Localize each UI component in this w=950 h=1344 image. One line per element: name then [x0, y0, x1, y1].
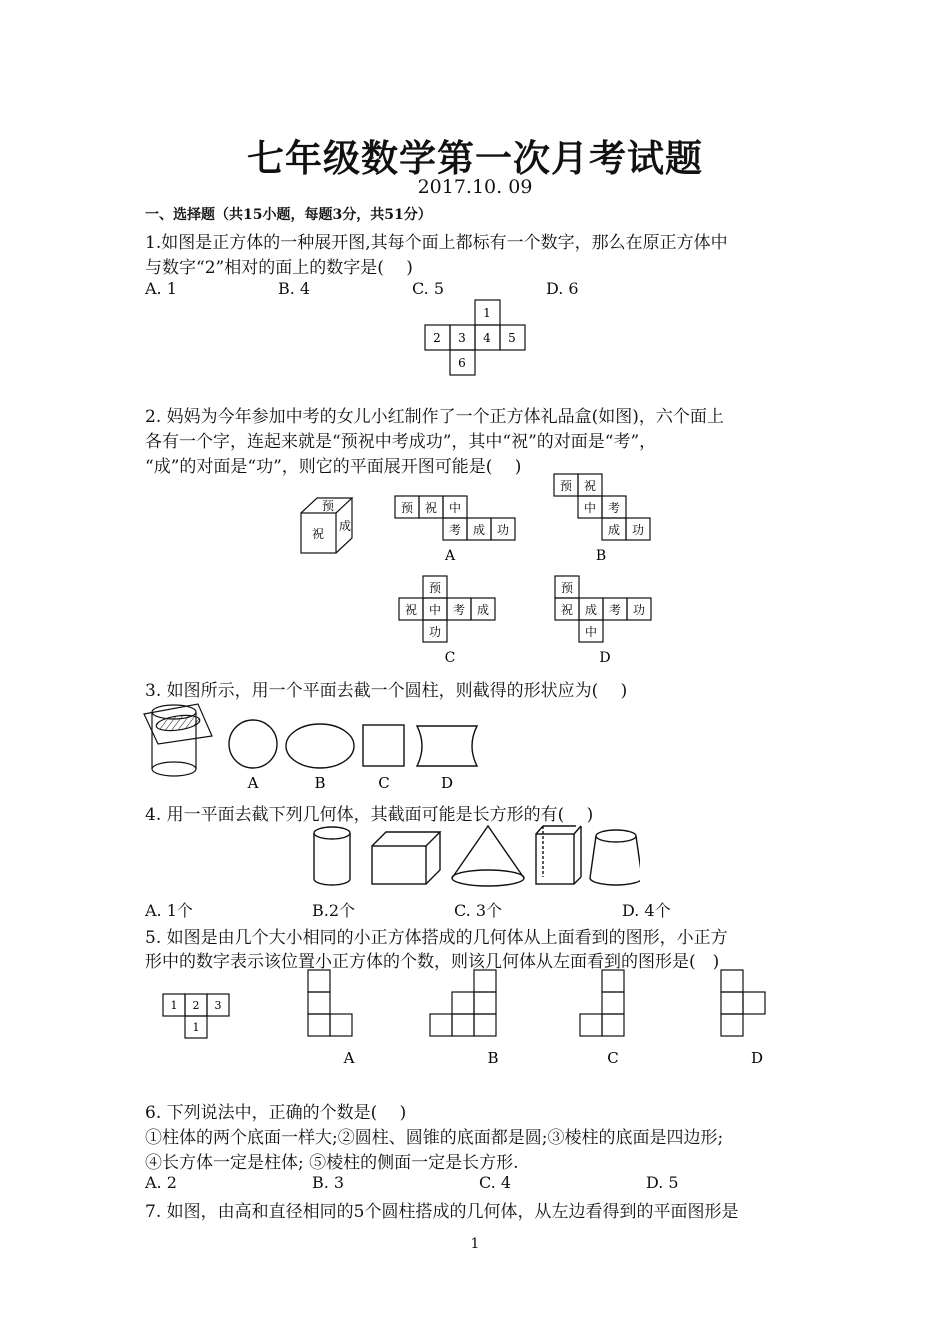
svg-text:祝: 祝 — [560, 603, 574, 617]
option-label: C — [378, 774, 390, 792]
svg-text:成: 成 — [476, 603, 490, 617]
svg-text:祝: 祝 — [583, 479, 597, 493]
svg-text:预: 预 — [560, 581, 574, 595]
svg-text:预: 预 — [428, 581, 442, 595]
svg-text:中: 中 — [583, 501, 597, 515]
q7-text-line1: 7. 如图，由高和直径相同的5个圆柱搭成的几何体，从左边看得到的平面图形是 — [145, 1202, 739, 1222]
q1-option-d: D. 6 — [546, 279, 579, 298]
option-d-view — [721, 970, 765, 1036]
net-cell: 5 — [508, 331, 516, 345]
svg-text:中: 中 — [448, 501, 462, 515]
q6-text-line3: ④长方体一定是柱体; ⑤棱柱的侧面一定是长方形. — [145, 1153, 519, 1173]
svg-text:3: 3 — [214, 999, 222, 1012]
net-cell: 1 — [483, 306, 491, 320]
cube-face: 成 — [338, 519, 352, 533]
svg-text:功: 功 — [496, 523, 510, 537]
cone — [452, 826, 524, 886]
q6-text-line2: ①柱体的两个底面一样大;②圆柱、圆锥的底面都是圆;③棱柱的底面是四边形; — [145, 1128, 724, 1148]
svg-text:考: 考 — [607, 501, 621, 515]
prism — [536, 826, 581, 884]
cube-face: 预 — [321, 499, 335, 513]
option-label: A — [343, 1049, 355, 1067]
exam-date: 2017.10. 09 — [417, 176, 533, 198]
q4-option-d: D. 4个 — [622, 901, 671, 920]
net-cell: 2 — [433, 331, 441, 345]
svg-text:成: 成 — [607, 523, 621, 537]
svg-text:预: 预 — [559, 479, 573, 493]
option-c-view — [580, 970, 624, 1036]
q6-option-c: C. 4 — [479, 1173, 512, 1192]
q2-text-line2: 各有一个字，连起来就是“预祝中考成功”，其中“祝”的对面是“考”， — [145, 432, 657, 452]
svg-text:考: 考 — [452, 603, 466, 617]
q4-option-a: A. 1个 — [145, 901, 193, 920]
q6-option-a: A. 2 — [145, 1173, 177, 1192]
option-label: D — [440, 774, 454, 792]
q5-figures — [155, 968, 775, 1072]
q3-text-line1: 3. 如图所示，用一个平面去截一个圆柱，则截得的形状应为( ) — [145, 681, 628, 701]
option-a-view — [308, 970, 352, 1036]
option-b-view — [430, 970, 496, 1036]
svg-text:2: 2 — [192, 999, 200, 1012]
q3-figures — [140, 696, 490, 796]
q6-text-line1: 6. 下列说法中，正确的个数是( ) — [145, 1103, 407, 1123]
net-d-label: D — [599, 650, 611, 666]
svg-text:中: 中 — [584, 625, 598, 639]
option-label: C — [607, 1049, 619, 1067]
q1-option-c: C. 5 — [412, 279, 445, 298]
svg-text:祝: 祝 — [424, 501, 438, 515]
q5-text-line1: 5. 如图是由几个大小相同的小正方体搭成的几何体从上面看到的图形，小正方 — [145, 928, 728, 948]
cylinder — [314, 827, 350, 885]
q4-option-c: C. 3个 — [454, 901, 503, 920]
page-title: 七年级数学第一次月考试题 — [247, 136, 703, 180]
q1-option-a: A. 1 — [145, 279, 177, 298]
q2-text-line3: “成”的对面是“功”，则它的平面展开图可能是( ) — [145, 457, 522, 477]
q5-text-line2: 形中的数字表示该位置小正方体的个数，则该几何体从左面看到的图形是( ) — [145, 952, 720, 972]
q2-figures — [295, 470, 675, 670]
q1-option-b: B. 4 — [278, 279, 311, 298]
net-cell: 4 — [483, 331, 491, 345]
option-label: D — [750, 1049, 764, 1067]
q1-cube-net-figure — [420, 298, 530, 380]
option-label: A — [247, 774, 259, 792]
q6-option-b: B. 3 — [312, 1173, 345, 1192]
svg-text:中: 中 — [428, 603, 442, 617]
q4-solids — [300, 822, 640, 890]
q4-text-line1: 4. 用一平面去截下列几何体，其截面可能是长方形的有( ) — [145, 805, 594, 825]
q4-option-b: B.2个 — [312, 901, 356, 920]
svg-text:考: 考 — [448, 523, 462, 537]
cuboid — [372, 832, 440, 884]
option-label: B — [314, 774, 326, 792]
svg-text:祝: 祝 — [404, 603, 418, 617]
frustum — [590, 830, 640, 885]
cube-face: 祝 — [311, 527, 325, 541]
net-cell: 6 — [458, 356, 466, 370]
svg-text:功: 功 — [631, 523, 645, 537]
section-heading: 一、选择题（共15小题，每题3分，共51分） — [145, 207, 432, 223]
page-number: 1 — [470, 1236, 480, 1252]
option-label: B — [487, 1049, 499, 1067]
net-a-label: A — [444, 548, 456, 564]
net-cell: 3 — [458, 331, 466, 345]
q2-text-line1: 2. 妈妈为今年参加中考的女儿小红制作了一个正方体礼品盒(如图)，六个面上 — [145, 407, 724, 427]
svg-text:1: 1 — [170, 999, 178, 1012]
svg-text:1: 1 — [192, 1021, 200, 1034]
net-b-label: B — [595, 548, 607, 564]
svg-text:成: 成 — [472, 523, 486, 537]
svg-text:功: 功 — [428, 625, 442, 639]
svg-text:考: 考 — [608, 603, 622, 617]
q6-option-d: D. 5 — [646, 1173, 679, 1192]
cut-cylinder — [144, 704, 212, 776]
q1-text-line2: 与数字“2”相对的面上的数字是( ) — [145, 258, 413, 278]
svg-text:预: 预 — [400, 501, 414, 515]
q1-text-line1: 1.如图是正方体的一种展开图,其每个面上都标有一个数字，那么在原正方体中 — [145, 233, 728, 253]
svg-text:功: 功 — [632, 603, 646, 617]
svg-text:成: 成 — [584, 603, 598, 617]
net-c-label: C — [444, 650, 456, 666]
